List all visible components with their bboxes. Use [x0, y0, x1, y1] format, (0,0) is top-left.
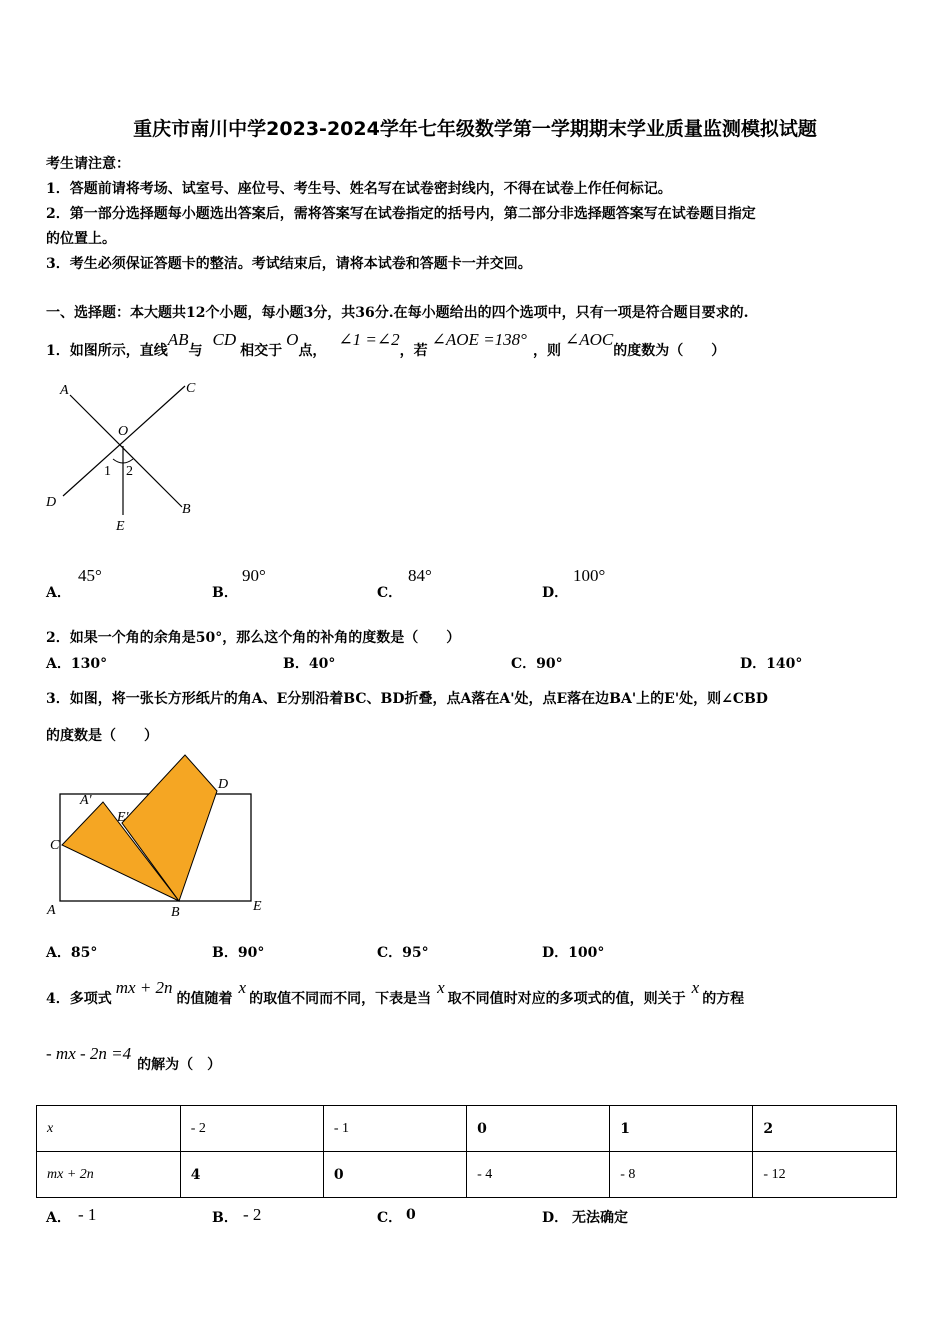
- q3-option-b: B．90°: [212, 945, 265, 961]
- q3-figure: [40, 748, 280, 923]
- table-cell: 2: [753, 1106, 897, 1152]
- q4-option-b-label: B．: [212, 1210, 238, 1226]
- notice-item: 1．答题前请将考场、试室号、座位号、考生号、姓名写在试卷密封线内，不得在试卷上作任何标记。: [46, 181, 672, 197]
- label-e: E: [116, 519, 125, 534]
- q3-option-a: A．85°: [46, 945, 98, 961]
- label-a: A: [47, 903, 56, 918]
- label-e: E: [253, 899, 262, 914]
- table-cell: - 8: [610, 1152, 753, 1198]
- q1-figure: [40, 372, 220, 542]
- label-c: C: [186, 381, 196, 396]
- q1-option-b-label: B．: [212, 585, 238, 601]
- q3-option-c: C．95°: [377, 945, 429, 961]
- table-cell: mx + 2n: [37, 1152, 181, 1198]
- notice-item: 3．考生必须保证答题卡的整洁。考试结束后，请将本试卷和答题卡一并交回。: [46, 256, 532, 272]
- section-heading: 一、选择题：本大题共12个小题，每小题3分，共36分.在每小题给出的四个选项中，只有一项是符合题目要求的.: [46, 305, 749, 321]
- q4-option-d-value: 无法确定: [572, 1210, 628, 1226]
- q4-option-c-value: 0: [406, 1207, 416, 1223]
- q4-stem: 4．多项式mx + 2n的值随着x的取值不同而不同，下表是当x取不同值时对应的多项式的值，则关于x的方程: [46, 978, 745, 1007]
- q1-option-d-value: 100°: [573, 566, 606, 585]
- q4-option-a-value: - 1: [78, 1205, 97, 1224]
- label-o: O: [118, 424, 129, 439]
- table-cell: x: [37, 1106, 181, 1152]
- q2-option-b: B．40°: [283, 656, 336, 672]
- q1-stem: 1．如图所示，直线AB与CD相交于O点，∠1 =∠2，若∠AOE =138°，则∠AOC的度数为（ ）: [46, 330, 726, 359]
- label-d: D: [46, 495, 57, 510]
- q4-option-c-label: C．: [377, 1210, 403, 1226]
- q2-stem: 2．如果一个角的余角是50°，那么这个角的补角的度数是（ ）: [46, 630, 461, 646]
- line-ab: [70, 395, 182, 507]
- q1-option-a-label: A．: [46, 585, 71, 601]
- page-title: 重庆市南川中学2023-2024学年七年级数学第一学期期末学业质量监测模拟试题: [133, 118, 817, 140]
- label-b: B: [182, 502, 191, 517]
- table-row: [37, 1152, 897, 1198]
- q4-equation: - mx - 2n =4: [46, 1044, 132, 1063]
- label-d: D: [218, 777, 229, 792]
- label-a: A: [60, 383, 69, 398]
- table-cell: - 12: [753, 1152, 897, 1198]
- q4-option-d-label: D．: [542, 1210, 569, 1226]
- q4-equation-line: - mx - 2n =4的解为（ ）: [46, 1044, 222, 1073]
- q2-option-d: D．140°: [740, 656, 803, 672]
- label-1: 1: [104, 464, 111, 479]
- q2-option-a: A．130°: [46, 656, 108, 672]
- notice-item: 的位置上。: [46, 231, 116, 247]
- label-c: C: [50, 838, 60, 853]
- table-cell: 4: [180, 1152, 323, 1198]
- line-cd: [63, 386, 185, 496]
- q3-option-d: D．100°: [542, 945, 605, 961]
- notice-heading: 考生请注意：: [46, 156, 130, 172]
- table-cell: - 1: [323, 1106, 466, 1152]
- table-cell: 0: [323, 1152, 466, 1198]
- q1-option-b-value: 90°: [242, 566, 266, 585]
- q2-option-c: C．90°: [511, 656, 563, 672]
- label-a-prime: A': [80, 793, 92, 808]
- q4-option-b-value: - 2: [243, 1205, 262, 1224]
- table-cell: - 2: [180, 1106, 323, 1152]
- q1-option-c-label: C．: [377, 585, 403, 601]
- table-cell: 0: [467, 1106, 610, 1152]
- q4-option-a-label: A．: [46, 1210, 71, 1226]
- label-e-prime: E': [117, 810, 129, 825]
- table-cell: 1: [610, 1106, 753, 1152]
- q1-option-c-value: 84°: [408, 566, 432, 585]
- q3-stem: 3．如图，将一张长方形纸片的角A、E分别沿着BC、BD折叠，点A落在A'处，点E落在边BA'上的E'处，则∠CBD: [46, 691, 768, 707]
- q4-value-table: [36, 1105, 897, 1198]
- q1-option-a-value: 45°: [78, 566, 102, 585]
- table-cell: - 4: [467, 1152, 610, 1198]
- q3-stem-cont: 的度数是（ ）: [46, 728, 158, 744]
- label-2: 2: [126, 464, 133, 479]
- table-row: [37, 1106, 897, 1152]
- q1-option-d-label: D．: [542, 585, 569, 601]
- notice-item: 2．第一部分选择题每小题选出答案后，需将答案写在试卷指定的括号内，第二部分非选择题答案写在试卷题目指定: [46, 206, 756, 222]
- label-b: B: [171, 905, 180, 920]
